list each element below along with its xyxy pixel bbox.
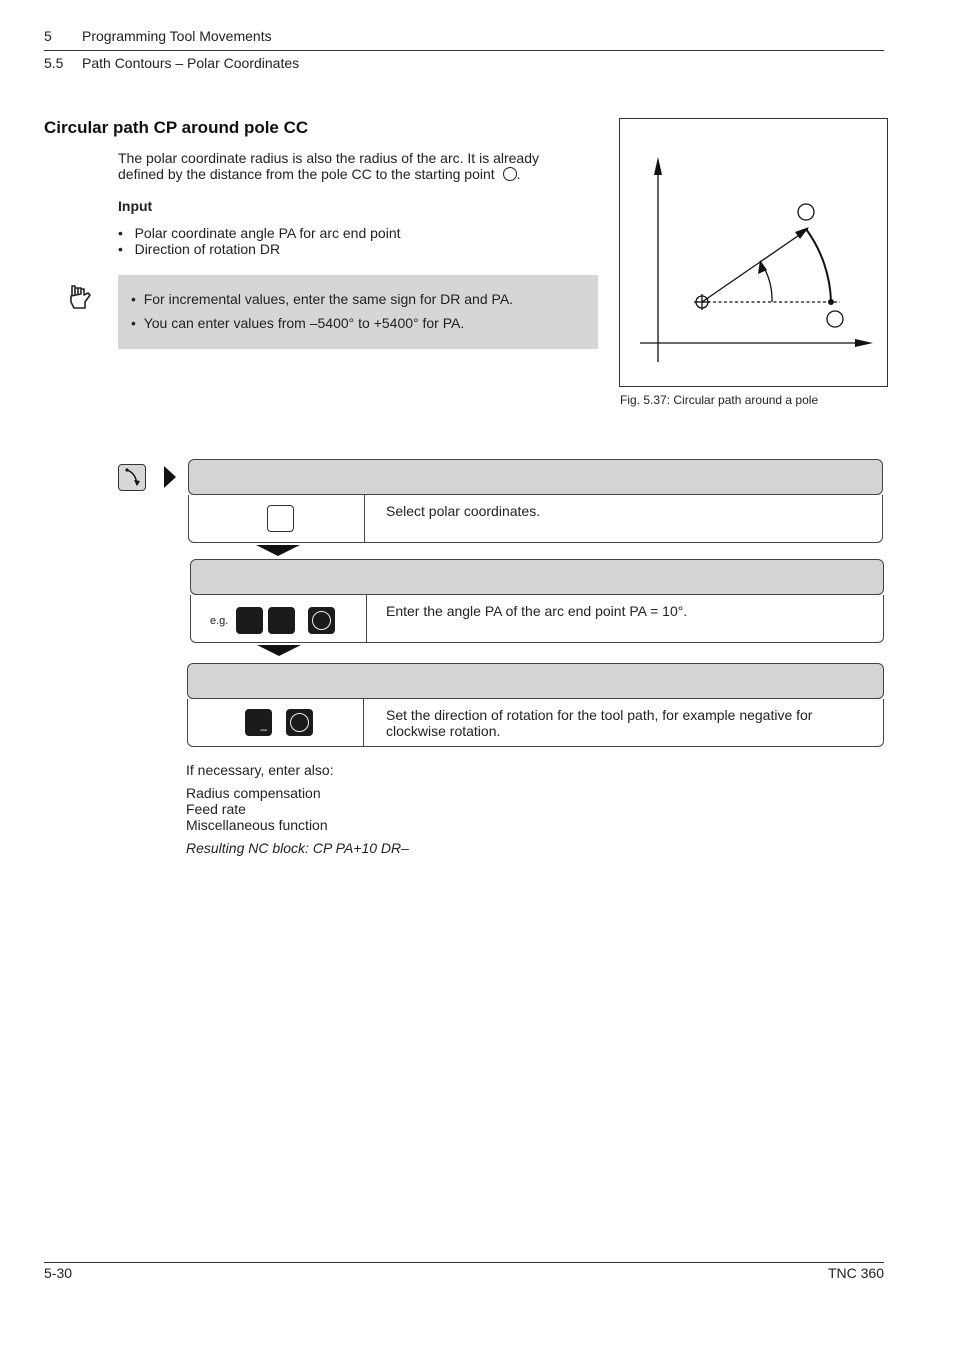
figure-circular-path bbox=[619, 118, 888, 387]
intro-paragraph bbox=[118, 150, 539, 182]
input-list bbox=[118, 225, 401, 257]
flow-arrow-down-icon bbox=[256, 545, 300, 556]
flow-arrow-down-icon bbox=[257, 645, 301, 656]
p-key[interactable] bbox=[267, 505, 294, 532]
figure-caption: Fig. 5.37: Circular path around a pole bbox=[620, 393, 819, 407]
step-1-text: Select polar coordinates. bbox=[386, 503, 541, 519]
play-arrow-icon bbox=[164, 466, 176, 488]
options-list bbox=[186, 785, 328, 833]
figure-diagram bbox=[620, 119, 887, 386]
polar-arc-icon bbox=[119, 465, 145, 490]
dialog-title-bar-3 bbox=[187, 663, 884, 699]
start-point-icon bbox=[503, 167, 517, 181]
dialog-step-2 bbox=[190, 595, 884, 643]
input-item: • Polar coordinate angle PA for arc end point bbox=[118, 225, 401, 241]
if-necessary-text: If necessary, enter also: bbox=[186, 762, 334, 778]
intro-line-1: The polar coordinate radius is also the radius of the arc. It is already bbox=[118, 150, 539, 166]
digit-key-0[interactable] bbox=[268, 607, 295, 634]
x-axis-arrow bbox=[855, 339, 873, 347]
section-number: 5.5 bbox=[44, 55, 64, 71]
note-item: • For incremental values, enter the same sign for DR and PA. bbox=[131, 291, 514, 307]
section-heading: Circular path CP around pole CC bbox=[44, 118, 309, 137]
dialog-step-3 bbox=[187, 699, 884, 747]
chapter-number: 5 bbox=[44, 28, 52, 44]
pointing-hand-icon bbox=[66, 282, 98, 316]
polar-arc-key[interactable] bbox=[118, 464, 146, 491]
y-axis-arrow bbox=[654, 157, 662, 175]
chapter-title: Programming Tool Movements bbox=[82, 28, 272, 44]
footer-rule bbox=[44, 1262, 884, 1263]
end-point-circle bbox=[798, 204, 814, 220]
resulting-nc-block: Resulting NC block: CP PA+10 DR– bbox=[186, 840, 409, 856]
header-rule bbox=[44, 50, 884, 51]
step-2-text: Enter the angle PA of the arc end point PA = 10°. bbox=[386, 603, 688, 619]
option-item: Miscellaneous function bbox=[186, 817, 328, 833]
dialog-title-bar-1 bbox=[188, 459, 883, 495]
ent-key[interactable] bbox=[308, 607, 335, 634]
ent-key[interactable] bbox=[286, 709, 313, 736]
minus-key[interactable] bbox=[245, 709, 272, 736]
minus-key-label: – bbox=[260, 722, 267, 736]
arc-start-dot bbox=[828, 299, 834, 305]
section-title: Path Contours – Polar Coordinates bbox=[82, 55, 300, 71]
product-name: TNC 360 bbox=[827, 1265, 884, 1281]
note-box bbox=[118, 275, 598, 349]
dialog-step-1 bbox=[188, 495, 883, 543]
dialog-title-bar-2 bbox=[190, 559, 884, 595]
eg-label: e.g. bbox=[210, 615, 229, 627]
page-number: 5-30 bbox=[44, 1265, 73, 1281]
radius-line bbox=[702, 229, 808, 302]
arc-path bbox=[806, 229, 831, 302]
intro-line-end: . bbox=[516, 166, 521, 182]
option-item: Radius compensation bbox=[186, 785, 321, 801]
note-item: • You can enter values from –5400° to +5400° for PA. bbox=[131, 315, 465, 331]
intro-line-2: defined by the distance from the pole CC to the starting point bbox=[118, 166, 495, 182]
digit-key-1[interactable] bbox=[236, 607, 263, 634]
start-point-circle bbox=[827, 311, 843, 327]
option-item: Feed rate bbox=[186, 801, 246, 817]
step-3-text: Set the direction of rotation for the tool path, for example negative for clockwise rotation. bbox=[386, 707, 813, 739]
input-item: • Direction of rotation DR bbox=[118, 241, 281, 257]
input-label: Input bbox=[118, 198, 153, 214]
